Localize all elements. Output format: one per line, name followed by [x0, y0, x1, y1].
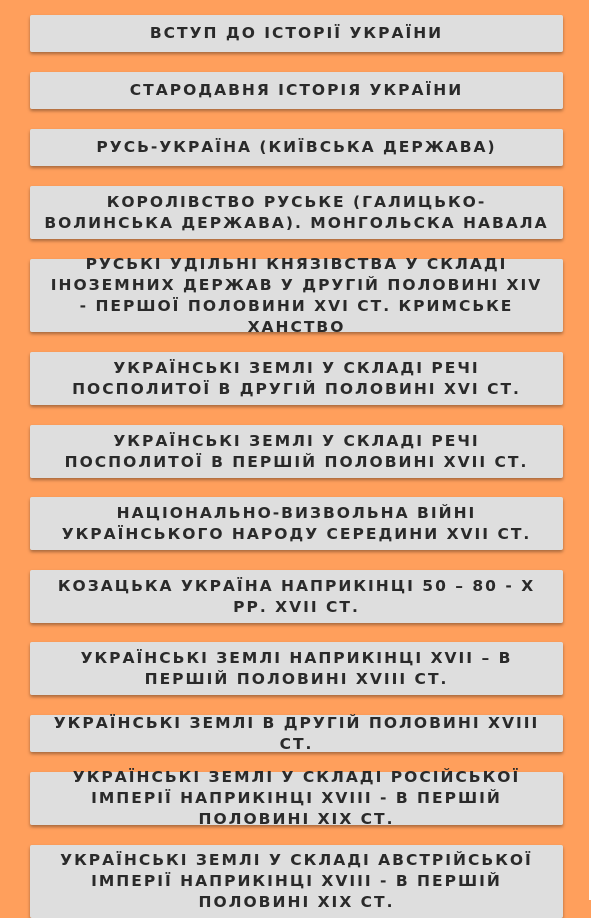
- topic-label: УКРАЇНСЬКІ ЗЕМЛІ У СКЛАДІ РЕЧІ ПОСПОЛИТОЇ В ДРУГІЙ ПОЛОВИНІ XVI СТ.: [72, 358, 521, 398]
- topic-button-second-half-xviii[interactable]: [30, 715, 563, 752]
- topic-label: КОЗАЦЬКА УКРАЇНА НАПРИКІНЦІ 50 – 80 - Х РР. XVII СТ.: [57, 576, 536, 616]
- topic-label: СТАРОДАВНЯ ІСТОРІЯ УКРАЇНИ: [129, 81, 464, 99]
- topic-label: РУСЬКІ УДІЛЬНІ КНЯЗІВСТВА У СКЛАДІ ІНОЗЕМНИХ ДЕРЖАВ У ДРУГІЙ ПОЛОВИНІ XIV - ПЕРШОЇ ПОЛОВИНИ XVI СТ. КРИМСЬКЕ ХАНСТВО: [50, 254, 543, 336]
- topic-label: УКРАЇНСЬКІ ЗЕМЛІ У СКЛАДІ РОСІЙСЬКОЇ ІМПЕРІЇ НАПРИКІНЦІ XVIII - В ПЕРШІЙ ПОЛОВИНІ XIX СТ.: [72, 768, 521, 828]
- topic-label: РУСЬ-УКРАЇНА (КИЇВСЬКА ДЕРЖАВА): [96, 138, 497, 156]
- topic-button-intro[interactable]: [30, 15, 563, 52]
- topic-button-commonwealth-xvi[interactable]: [30, 352, 563, 405]
- topic-label: НАЦІОНАЛЬНО-ВИЗВОЛЬНА ВІЙНІ УКРАЇНСЬКОГО НАРОДУ СЕРЕДИНИ XVII СТ.: [61, 503, 532, 543]
- topic-button-cossack-ukraine[interactable]: [30, 570, 563, 623]
- topic-button-austrian-empire[interactable]: [30, 845, 563, 918]
- topic-button-late-xvii-early-xviii[interactable]: [30, 642, 563, 695]
- topic-label: УКРАЇНСЬКІ ЗЕМЛІ НАПРИКІНЦІ XVII – В ПЕРШІЙ ПОЛОВИНІ XVIII СТ.: [80, 648, 513, 688]
- topic-label: УКРАЇНСЬКІ ЗЕМЛІ В ДРУГІЙ ПОЛОВИНІ XVIII СТ.: [53, 713, 540, 753]
- topic-button-kyivan-rus[interactable]: [30, 129, 563, 166]
- topic-label: УКРАЇНСЬКІ ЗЕМЛІ У СКЛАДІ РЕЧІ ПОСПОЛИТОЇ В ПЕРШІЙ ПОЛОВИНІ XVII СТ.: [64, 431, 529, 471]
- topic-label: ВСТУП ДО ІСТОРІЇ УКРАЇНИ: [149, 24, 444, 42]
- topic-label: КОРОЛІВСТВО РУСЬКЕ (ГАЛИЦЬКО-ВОЛИНСЬКА ДЕРЖАВА). МОНГОЛЬСКА НАВАЛА: [44, 192, 549, 232]
- topic-button-liberation-war[interactable]: [30, 497, 563, 550]
- topic-label: УКРАЇНСЬКІ ЗЕМЛІ У СКЛАДІ АВСТРІЙСЬКОЇ ІМПЕРІЇ НАПРИКІНЦІ XVIII - В ПЕРШІЙ ПОЛОВИНІ XIX СТ.: [60, 851, 533, 911]
- topic-button-appanage-principalities[interactable]: [30, 254, 563, 336]
- topic-button-ancient-history[interactable]: [30, 72, 563, 109]
- topic-button-kingdom-of-ruthenia[interactable]: [30, 186, 563, 239]
- topic-button-russian-empire[interactable]: [30, 768, 563, 828]
- topic-button-commonwealth-xvii[interactable]: [30, 425, 563, 478]
